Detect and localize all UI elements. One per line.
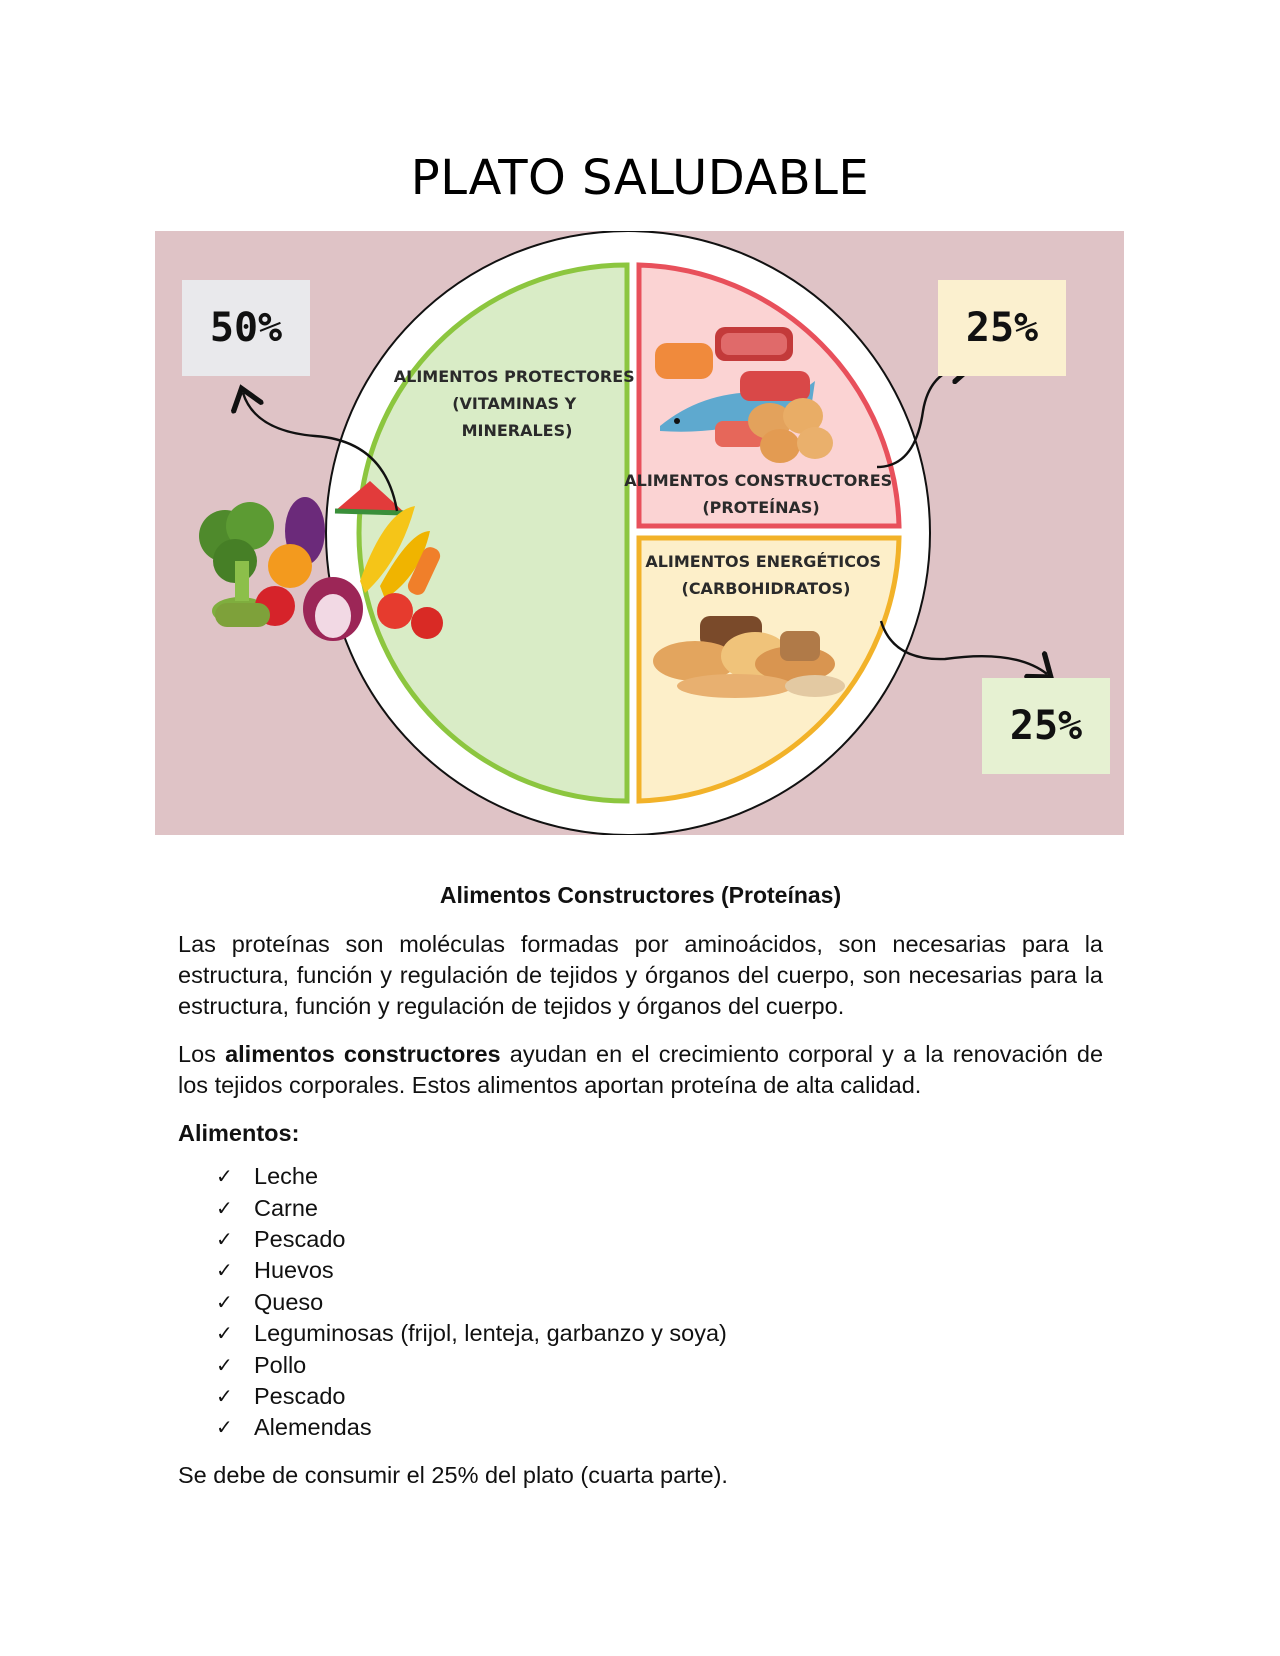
food-name: Pescado xyxy=(254,1382,346,1409)
food-list xyxy=(178,1161,1103,1444)
list-item xyxy=(216,1349,1103,1380)
list-item xyxy=(216,1381,1103,1412)
check-icon: ✓ xyxy=(216,1415,233,1440)
food-name: Pescado xyxy=(254,1225,346,1252)
label-protectores-line3: MINERALES) xyxy=(461,421,573,440)
food-name: Leguminosas (frijol, lenteja, garbanzo y soya) xyxy=(254,1320,727,1347)
paragraph-proteins: Las proteínas son moléculas formadas por aminoácidos, son necesarias para la estructura, función y regulación de tejidos y órganos del cuerpo, son necesarias para la estructura, función y regulación de tejidos y órganos del cuerpo. xyxy=(178,931,1103,1019)
label-energeticos-line1: ALIMENTOS ENERGÉTICOS xyxy=(645,552,882,571)
list-item xyxy=(216,1161,1103,1192)
list-item xyxy=(216,1192,1103,1223)
label-protectores-line1: ALIMENTOS PROTECTORES xyxy=(393,367,635,386)
food-name: Pollo xyxy=(254,1351,307,1378)
section-heading: Alimentos Constructores (Proteínas) xyxy=(439,882,842,908)
paragraph2-prefix: Los xyxy=(178,1041,226,1067)
list-item xyxy=(216,1287,1103,1318)
paragraph2-rest: ayudan en el crecimiento corporal y a la renovación de los tejidos corporales. Estos alimentos aportan proteína de alta calidad. xyxy=(178,1041,1104,1098)
label-constructores-line2: (PROTEÍNAS) xyxy=(702,498,820,517)
article xyxy=(178,880,1103,1491)
check-icon: ✓ xyxy=(216,1383,233,1408)
list-item xyxy=(216,1255,1103,1286)
badge-25-bottom-text: 25% xyxy=(1009,703,1083,749)
check-icon: ✓ xyxy=(216,1258,233,1283)
label-protectores-line2: (VITAMINAS Y xyxy=(452,394,577,413)
check-icon: ✓ xyxy=(216,1352,233,1377)
check-icon: ✓ xyxy=(216,1289,233,1314)
paragraph-constructores xyxy=(178,1039,1103,1101)
label-constructores-line1: ALIMENTOS CONSTRUCTORES xyxy=(624,471,893,490)
healthy-plate-figure xyxy=(155,231,1124,835)
list-item xyxy=(216,1224,1103,1255)
food-name: Huevos xyxy=(254,1257,334,1284)
check-icon: ✓ xyxy=(216,1226,233,1251)
badge-50-text: 50% xyxy=(209,305,283,351)
check-icon: ✓ xyxy=(216,1195,233,1220)
paragraph2-bold: alimentos constructores xyxy=(225,1041,501,1067)
closing-note: Se debe de consumir el 25% del plato (cuarta parte). xyxy=(178,1461,728,1488)
label-energeticos-line2: (CARBOHIDRATOS) xyxy=(681,579,851,598)
list-item xyxy=(216,1318,1103,1349)
list-item xyxy=(216,1412,1103,1443)
check-icon: ✓ xyxy=(216,1164,233,1189)
badge-25-top-text: 25% xyxy=(965,305,1039,351)
list-heading: Alimentos: xyxy=(178,1120,300,1146)
food-name: Queso xyxy=(254,1288,324,1315)
food-name: Alemendas xyxy=(254,1414,372,1441)
food-name: Leche xyxy=(254,1163,319,1190)
check-icon: ✓ xyxy=(216,1321,233,1346)
page-title: PLATO SALUDABLE xyxy=(410,150,870,206)
food-name: Carne xyxy=(254,1194,319,1221)
